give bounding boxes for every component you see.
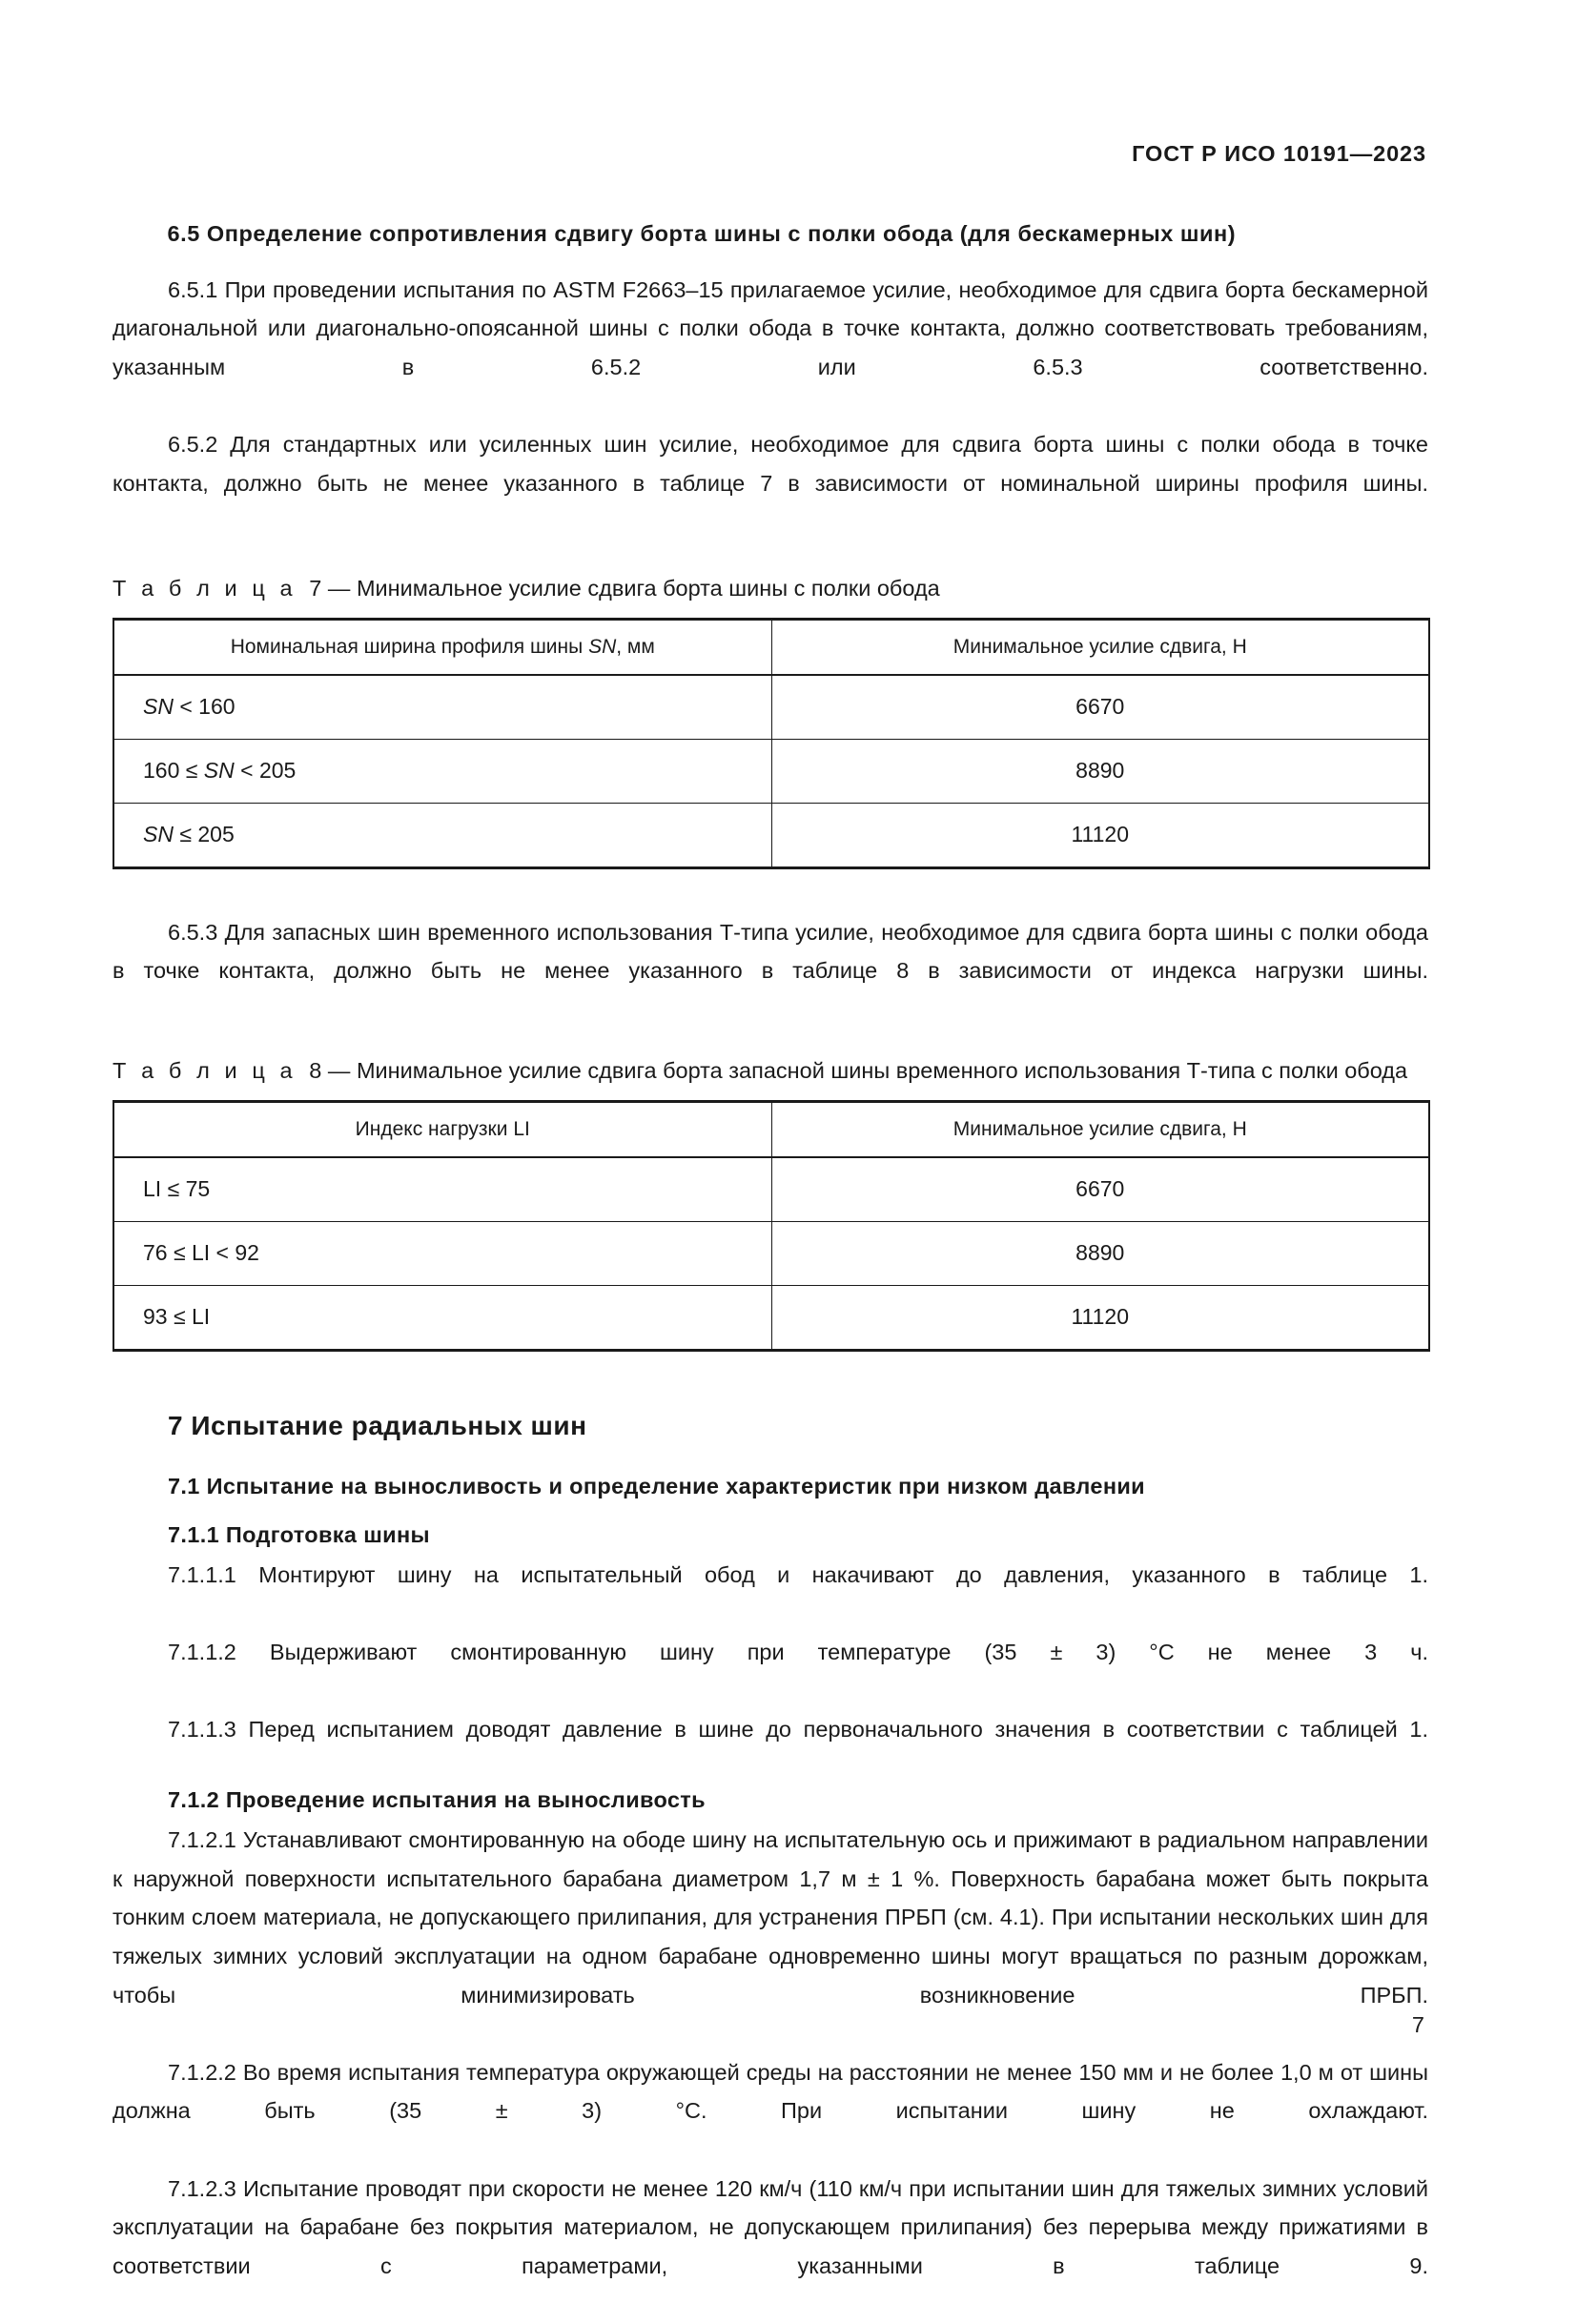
clause-7-1-1-3-paragraph: 7.1.1.3 Перед испытанием доводят давление в шине до первоначального значения в соответствии с таблицей 1. — [168, 1717, 1428, 1743]
clause-7-1-2-heading: 7.1.2 Проведение испытания на выносливость — [168, 1787, 706, 1813]
table-7-row-1-range — [113, 675, 771, 740]
table-7-row-3-range — [113, 803, 771, 867]
page-content — [113, 217, 1428, 2324]
table-7 — [113, 618, 1430, 869]
table-row — [113, 675, 1429, 740]
table-8-caption-label: Т а б л и ц а — [113, 1057, 297, 1083]
clause-7-1-2-2-paragraph: 7.1.2.2 Во время испытания температура окружающей среды на расстоянии не менее 150 мм и не более 1,0 м от шины должна быть (35 ± 3) °C. При испытании шину не охлаждают. — [113, 2059, 1428, 2124]
table-8-header-cell-2: Минимальное усилие сдвига, Н — [771, 1101, 1429, 1157]
table-row — [113, 739, 1429, 803]
table-7-caption-number: 7 — [309, 575, 322, 601]
running-header-standard-id: ГОСТ Р ИСО 10191—2023 — [1132, 141, 1426, 166]
table-8-row-2-range: 76 ≤ LI < 92 — [113, 1221, 771, 1285]
table-8-caption-dash: — — [327, 1057, 351, 1083]
clause-6-5-2-paragraph: 6.5.2 Для стандартных или усиленных шин усилие, необходимое для сдвига борта шины с полки обода в точке контакта, должно быть не менее указанного в таблице 7 в зависимости от номинальной ширины профиля шины. — [113, 432, 1428, 496]
table-8-header-row — [113, 1101, 1429, 1157]
table-7-caption-label: Т а б л и ц а — [113, 575, 297, 601]
range-variable: SN — [203, 758, 235, 784]
table-7-caption-title: Минимальное усилие сдвига борта шины с полки обода — [356, 575, 940, 601]
table-8-caption-number: 8 — [309, 1057, 322, 1083]
clause-6-5-1-paragraph: 6.5.1 При проведении испытания по ASTM F2663–15 прилагаемое усилие, необходимое для сдвига борта бескамерной диагональной или диагонально-опоясанной шины с полки обода в точке контакта, должно соответствовать требованиям, указанным в 6.5.2 или 6.5.3 соответственно. — [113, 276, 1428, 379]
table-row — [113, 803, 1429, 867]
range-variable: SN — [143, 822, 174, 847]
clause-7-1-2-1-paragraph: 7.1.2.1 Устанавливают смонтированную на ободе шину на испытательную ось и прижимают в радиальном направлении к наружной поверхности испытательного барабана диаметром 1,7 м ± 1 %. Поверхность барабана может быть покрыта тонким слоем материала, не допускающего прилипания, для устранения ПРБП (см. 4.1). При испытании нескольких шин для тяжелых зимних условий эксплуатации на одном барабане одновременно шины могут вращаться по разным дорожкам, чтобы минимизировать возникновение ПРБП. — [113, 1827, 1428, 2008]
clause-7-1-2-3-paragraph: 7.1.2.3 Испытание проводят при скорости не менее 120 км/ч (110 км/ч при испытании шин для тяжелых зимних условий эксплуатации на барабане без покрытия материалом, не допускающем прилипания) без перерыва между прижатиями в соответствии с параметрами, указанными в таблице 9. — [113, 2175, 1428, 2278]
table-row — [113, 1285, 1429, 1350]
table-8-row-3-value: 11120 — [771, 1285, 1429, 1350]
table-row — [113, 1221, 1429, 1285]
table-7-header-1-prefix: Номинальная ширина профиля шины — [230, 635, 589, 658]
range-suffix: ≤ 205 — [173, 822, 235, 847]
table-7-row-2-value: 8890 — [771, 739, 1429, 803]
table-7-header-1-suffix: , мм — [616, 635, 655, 658]
table-7-header-row — [113, 619, 1429, 675]
table-7-header-cell-1 — [113, 619, 771, 675]
range-prefix: 160 ≤ — [143, 758, 204, 784]
page-number: 7 — [1411, 2011, 1424, 2037]
table-7-header-cell-2: Минимальное усилие сдвига, Н — [771, 619, 1429, 675]
range-suffix: < 160 — [173, 694, 236, 720]
table-7-header-1-variable: SN — [588, 635, 617, 658]
table-7-caption — [113, 570, 1428, 606]
table-7-caption-dash: — — [327, 575, 351, 601]
table-8-row-1-range: LI ≤ 75 — [113, 1157, 771, 1222]
table-8 — [113, 1100, 1430, 1352]
section-7-heading: 7 Испытание радиальных шин — [168, 1410, 587, 1440]
clause-7-1-heading: 7.1 Испытание на выносливость и определение характеристик при низком давлении — [168, 1473, 1145, 1498]
clause-6-5-3-paragraph: 6.5.3 Для запасных шин временного использования Т-типа усилие, необходимое для сдвига борта шины с полки обода в точке контакта, должно быть не менее указанного в таблице 8 в зависимости от индекса нагрузки шины. — [113, 919, 1428, 984]
clause-6-5-heading: 6.5 Определение сопротивления сдвигу борта шины с полки обода (для бескамерных шин) — [167, 221, 1237, 246]
table-7-row-1-value: 6670 — [771, 675, 1429, 740]
table-7-row-3-value: 11120 — [771, 803, 1429, 867]
table-8-row-2-value: 8890 — [771, 1221, 1429, 1285]
table-8-header-cell-1: Индекс нагрузки LI — [113, 1101, 771, 1157]
table-8-caption — [113, 1052, 1428, 1089]
clause-7-1-1-1-paragraph: 7.1.1.1 Монтируют шину на испытательный обод и накачивают до давления, указанного в таблице 1. — [168, 1561, 1428, 1587]
table-row — [113, 1157, 1429, 1222]
range-suffix: < 205 — [234, 758, 297, 784]
table-8-row-1-value: 6670 — [771, 1157, 1429, 1222]
table-8-caption-title: Минимальное усилие сдвига борта запасной шины временного использования Т-типа с полки обода — [356, 1057, 1408, 1083]
table-7-row-2-range — [113, 739, 771, 803]
range-variable: SN — [143, 694, 174, 720]
clause-7-1-1-heading: 7.1.1 Подготовка шины — [168, 1521, 430, 1547]
table-8-row-3-range: 93 ≤ LI — [113, 1285, 771, 1350]
clause-7-1-1-2-paragraph: 7.1.1.2 Выдерживают смонтированную шину при температуре (35 ± 3) °C не менее 3 ч. — [168, 1639, 1428, 1664]
